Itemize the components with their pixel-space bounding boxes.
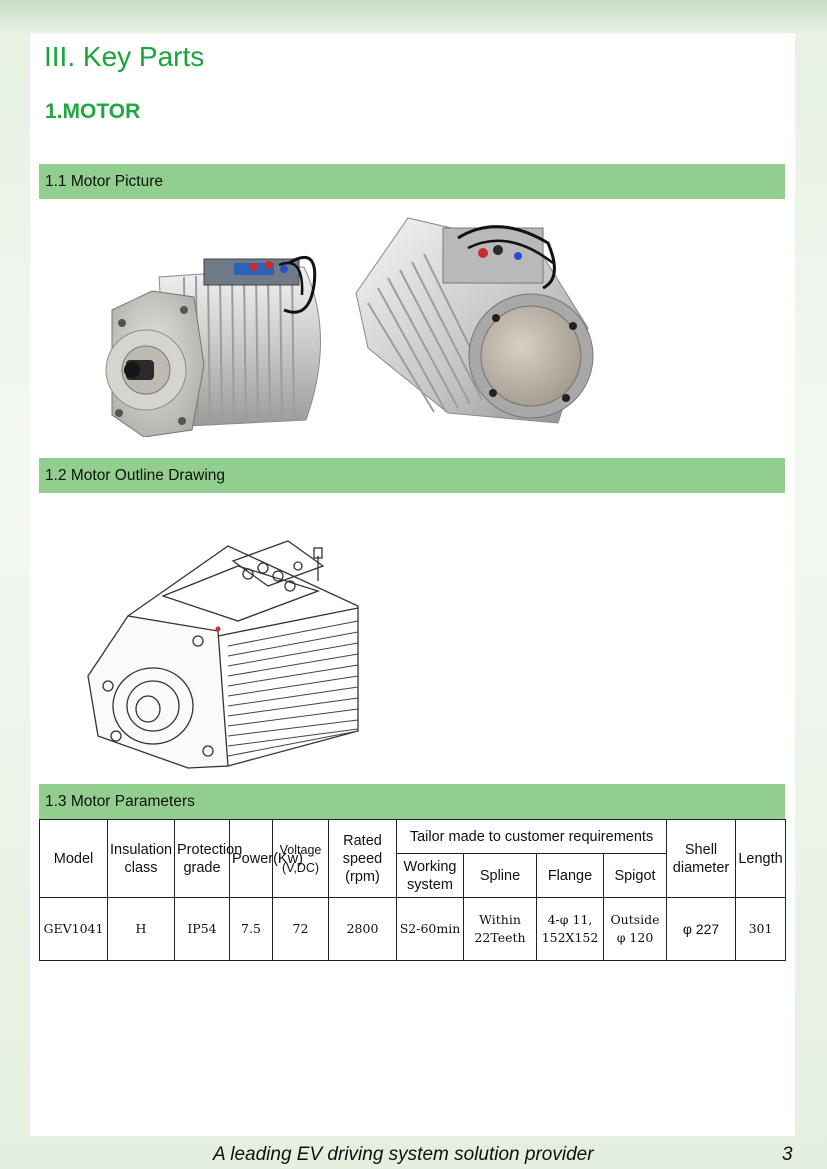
header-rated-speed: Rated speed (rpm) (329, 820, 397, 898)
cell-flange: 4-φ 11, 152X152 (537, 898, 604, 961)
motor-parameters-table (39, 819, 786, 961)
motor-outline-drawing (68, 526, 368, 771)
cell-spigot: Outside φ 120 (604, 898, 667, 961)
header-tailor-made: Tailor made to customer requirements (397, 820, 667, 854)
header-voltage: Voltage (V,DC) (273, 820, 329, 898)
header-shell-diameter: Shell diameter (667, 820, 736, 898)
table-row (40, 898, 786, 961)
cell-voltage: 72 (273, 898, 329, 961)
header-power: Power(Kw) (230, 820, 273, 898)
header-flange: Flange (537, 854, 604, 898)
cell-spline: Within 22Teeth (464, 898, 537, 961)
page-title: III. Key Parts (44, 41, 205, 72)
header-spline: Spline (464, 854, 537, 898)
section-bar-motor-parameters: 1.3 Motor Parameters (39, 784, 785, 819)
cell-power: 7.5 (230, 898, 273, 961)
header-model: Model (40, 820, 108, 898)
cell-protection-grade: IP54 (175, 898, 230, 961)
header-insulation-class: Insulation class (108, 820, 175, 898)
header-protection-grade: Protection grade (175, 820, 230, 898)
page-number: 3 (782, 1144, 793, 1165)
cell-rated-speed: 2800 (329, 898, 397, 961)
header-working-system: Working system (397, 854, 464, 898)
section-bar-motor-picture: 1.1 Motor Picture (39, 164, 785, 199)
motor-photo-front (74, 215, 339, 437)
section-heading-motor: 1.MOTOR (45, 100, 141, 123)
cell-insulation-class: H (108, 898, 175, 961)
header-spigot: Spigot (604, 854, 667, 898)
document-page (30, 33, 795, 1136)
cell-length: 301 (736, 898, 786, 961)
cell-shell-diameter: φ 227 (667, 898, 736, 961)
cell-model: GEV1041 (40, 898, 108, 961)
motor-photo-rear (348, 208, 608, 433)
cell-working-system: S2-60min (397, 898, 464, 961)
footer-tagline: A leading EV driving system solution provider (213, 1144, 594, 1165)
section-bar-outline-drawing: 1.2 Motor Outline Drawing (39, 458, 785, 493)
header-length: Length (736, 820, 786, 898)
